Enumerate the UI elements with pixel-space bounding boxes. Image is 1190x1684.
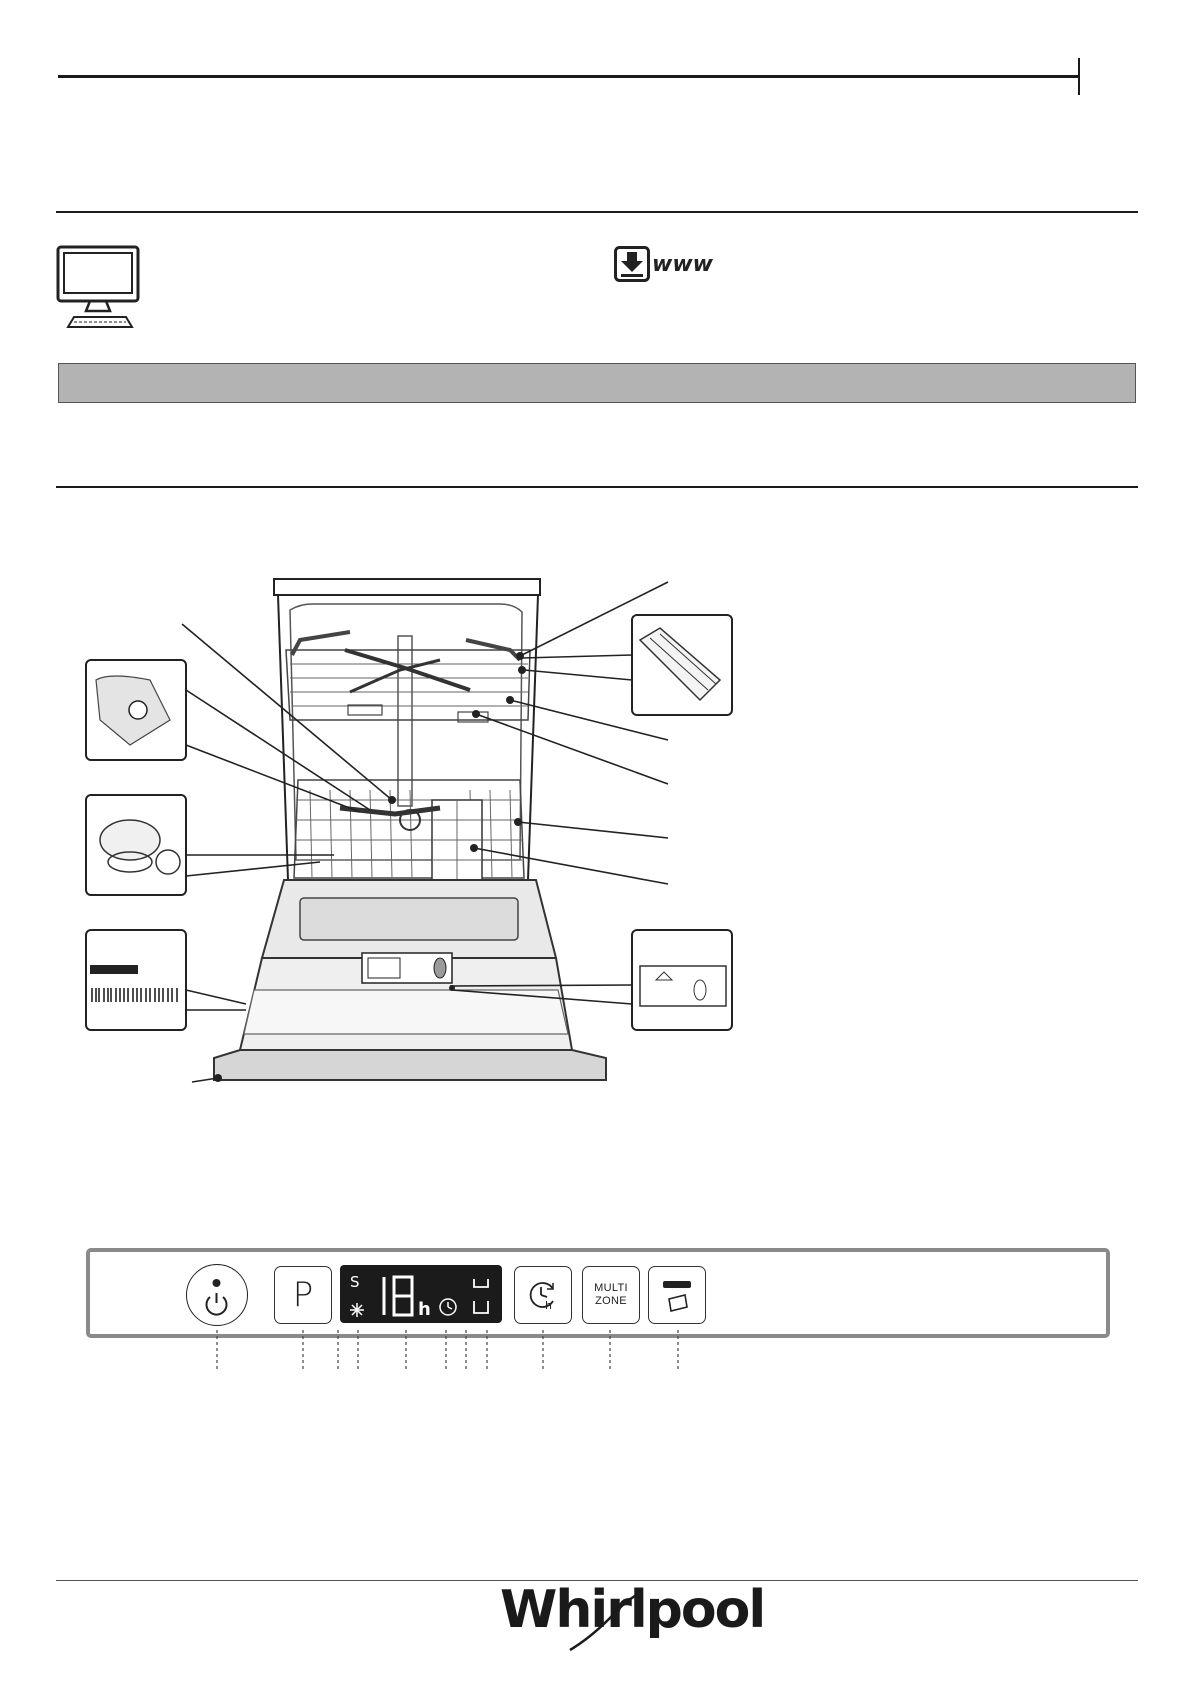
section-rule-middle xyxy=(56,486,1138,488)
svg-text:h: h xyxy=(545,1299,552,1312)
tablet-button[interactable] xyxy=(648,1266,706,1324)
download-www-icon xyxy=(614,246,713,282)
power-icon xyxy=(187,1265,246,1324)
header-rule xyxy=(58,75,1080,78)
digits-display xyxy=(384,1277,412,1315)
header-rule-tick xyxy=(1078,58,1080,95)
section-rule-top xyxy=(56,211,1138,213)
dishwasher-illustration xyxy=(80,570,740,1090)
display-panel xyxy=(340,1265,502,1323)
www-text: www xyxy=(652,251,713,277)
multizone-label-2: ZONE xyxy=(595,1295,627,1307)
program-button[interactable] xyxy=(274,1266,332,1324)
hours-unit: h xyxy=(418,1299,431,1320)
delay-indicator-icon xyxy=(440,1299,456,1315)
dishwasher-diagram xyxy=(80,570,740,1095)
zone-indicator-icon xyxy=(474,1279,488,1313)
tablet-icon xyxy=(657,1275,697,1315)
logo-text: Whirlpool xyxy=(500,1580,765,1640)
program-button-label: P xyxy=(292,1275,314,1315)
panel-callout-lines xyxy=(0,1330,1190,1390)
section-heading-bar xyxy=(58,363,1136,403)
delay-start-button[interactable] xyxy=(514,1266,572,1324)
logo-swirl xyxy=(560,1588,680,1658)
delay-clock-icon xyxy=(523,1275,563,1315)
computer-monitor-icon xyxy=(56,245,144,331)
multizone-label-1: MULTI xyxy=(594,1282,628,1294)
display-indicators xyxy=(340,1265,502,1323)
multizone-button[interactable] xyxy=(582,1266,640,1324)
power-button[interactable] xyxy=(186,1264,248,1326)
rinse-aid-indicator-icon xyxy=(350,1303,364,1317)
salt-indicator-icon: S xyxy=(350,1273,360,1291)
